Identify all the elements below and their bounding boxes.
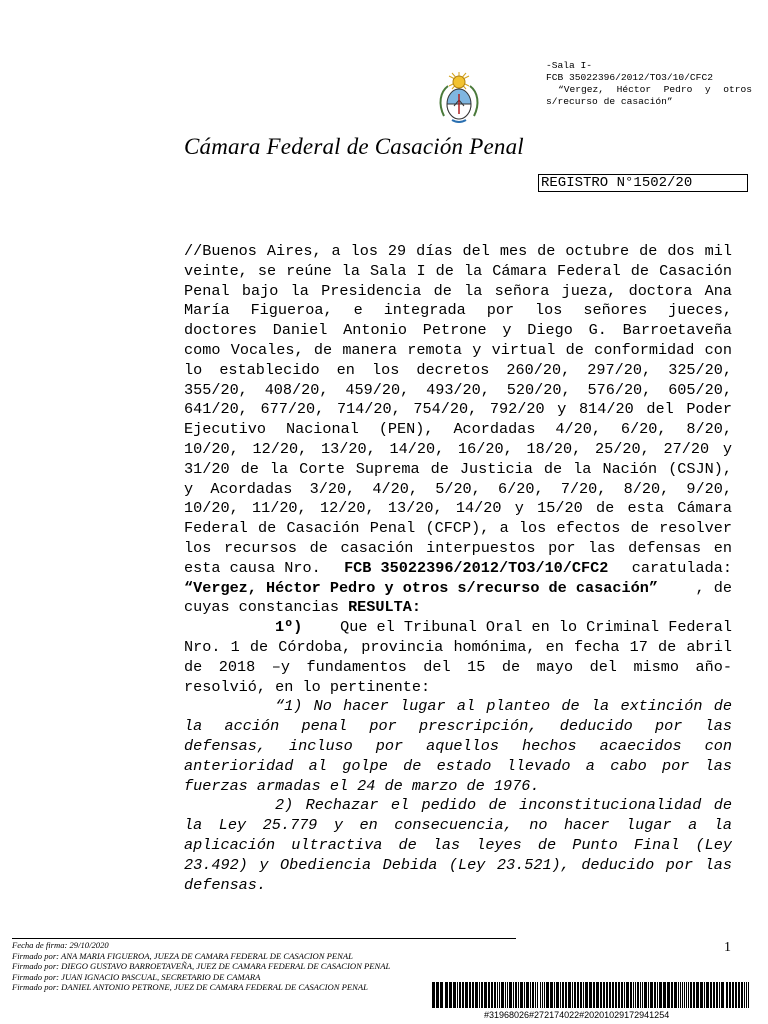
text-segment: Que el Tribunal Oral en lo Criminal Federal — [330, 618, 732, 637]
body-line: 641/20, 677/20, 714/20, 754/20, 792/20 y 814/20 del Poder — [184, 400, 732, 419]
case-header — [546, 60, 752, 108]
body-line: como Vocales, de manera remota y virtual de conformidad con — [184, 340, 732, 359]
document-body — [184, 242, 732, 895]
case-number-bold: FCB 35022396/2012/TO3/10/CFC2 — [344, 558, 609, 577]
barcode-text: #31968026#272174022#20201029172941254 — [484, 1010, 670, 1020]
text-segment: caratulada: — [622, 558, 732, 577]
body-line — [184, 559, 732, 579]
barcode-icon — [432, 982, 752, 1008]
body-line: Penal bajo la Presidencia de la señora jueza, doctora Ana — [184, 281, 732, 300]
body-line: resolvió, en lo pertinente: — [184, 677, 431, 696]
body-line: Ejecutivo Nacional (PEN), Acordadas 4/20, 6/20, 8/20, — [184, 420, 732, 439]
body-line: doctores Daniel Antonio Petrone y Diego G. Barroetaveña — [184, 321, 732, 340]
paragraph-number: 1º) — [275, 618, 303, 637]
body-line — [184, 579, 732, 599]
body-line: Federal de Casación Penal (CFCP), a los efectos de resolver — [184, 519, 732, 538]
footer-divider — [12, 938, 516, 939]
case-title-bold: “Vergez, Héctor Pedro y otros s/recurso de casación” — [184, 578, 658, 597]
court-name: Cámara Federal de Casación Penal — [184, 134, 524, 159]
body-line: los recursos de casación interpuestos por las defensas en — [184, 538, 732, 557]
body-line: veinte, se reúne la Sala I de la Cámara Federal de Casación — [184, 261, 732, 280]
body-line: María Figueroa, e integrada por los señores jueces, — [184, 301, 732, 320]
paragraph-1-first-line — [184, 618, 732, 638]
text-segment: cuyas constancias — [184, 598, 349, 617]
body-line: lo establecido en los decretos 260/20, 297/20, 325/20, — [184, 360, 732, 379]
quote-line: defensas, incluso por aquellos hechos acaecidos con — [184, 736, 732, 755]
body-line — [184, 598, 732, 618]
text-segment: , de — [695, 578, 732, 597]
body-line: Nro. 1 de Córdoba, provincia homónima, en fecha 17 de abril — [184, 637, 732, 656]
registro-box: REGISTRO N°1502/20 — [538, 174, 748, 192]
signature-line: Firmado por: DIEGO GUSTAVO BARROETAVEÑA, JUEZ DE CAMARA FEDERAL DE CASACION PENAL — [12, 961, 391, 972]
body-line: //Buenos Aires, a los 29 días del mes de octubre de dos mil — [184, 242, 732, 260]
sala-label: -Sala I- — [546, 60, 593, 71]
case-number: FCB 35022396/2012/TO3/10/CFC2 — [546, 72, 713, 83]
signature-date: Fecha de firma: 29/10/2020 — [12, 940, 109, 950]
quote-line: la acción penal por prescripción, deducido por las — [184, 717, 732, 736]
page-number: 1 — [724, 940, 731, 955]
quote-line: “1) No hacer lugar al planteo de la extinción de — [275, 697, 732, 716]
body-line: 31/20 de la Corte Suprema de Justicia de la Nación (CSJN), — [184, 459, 732, 478]
case-title-line2: s/recurso de casación” — [546, 96, 673, 107]
quote-line: 2) Rechazar el pedido de inconstitucionalidad de — [275, 796, 732, 815]
quote-line: defensas. — [184, 875, 267, 894]
signature-line: Firmado por: JUAN IGNACIO PASCUAL, SECRETARIO DE CAMARA — [12, 971, 261, 982]
body-line: y Acordadas 3/20, 4/20, 5/20, 6/20, 7/20, 8/20, 9/20, — [184, 479, 732, 498]
coat-of-arms-icon — [436, 70, 482, 124]
quote-line: 23.492) y Obediencia Debida (Ley 23.521), deducido por las — [184, 855, 732, 874]
case-title-line1: “Vergez, Héctor Pedro y otros — [558, 84, 752, 95]
body-line: 355/20, 408/20, 459/20, 493/20, 520/20, 576/20, 605/20, — [184, 380, 732, 399]
body-line: de 2018 –y fundamentos del 15 de mayo del mismo año- — [184, 657, 732, 676]
body-line: 10/20, 12/20, 13/20, 14/20, 16/20, 18/20, 25/20, 27/20 y — [184, 439, 732, 458]
quote-line: fuerzas armadas el 24 de marzo de 1976. — [184, 776, 540, 795]
quote-line: anterioridad al golpe de estado llevado a cabo por las — [184, 756, 732, 775]
text-segment: esta causa Nro. — [184, 558, 330, 577]
quote-line: la Ley 25.779 y en consecuencia, no hacer lugar a la — [184, 816, 732, 835]
quote-line: aplicación ultractiva de las leyes de Punto Final (Ley — [184, 835, 732, 854]
body-line: 10/20, 11/20, 12/20, 13/20, 14/20 y 15/20 de esta Cámara — [184, 499, 732, 518]
signature-block — [12, 940, 390, 993]
signature-line: Firmado por: DANIEL ANTONIO PETRONE, JUEZ DE CAMARA FEDERAL DE CASACION PENAL — [12, 982, 368, 993]
signature-line: Firmado por: ANA MARIA FIGUEROA, JUEZA DE CAMARA FEDERAL DE CASACION PENAL — [12, 950, 353, 961]
resulta-heading: RESULTA: — [348, 598, 421, 617]
